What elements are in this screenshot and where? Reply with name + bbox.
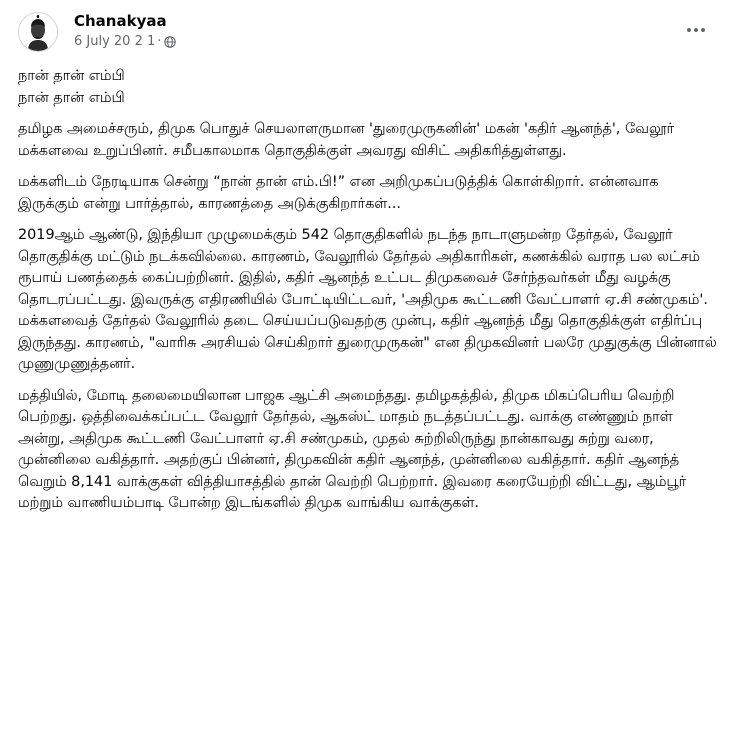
post-date[interactable]: 6 July 20 2 1 xyxy=(74,34,156,49)
globe-icon[interactable] xyxy=(164,36,176,48)
post-paragraph-3: மக்களிடம் நேரடியாக சென்று “நான் தான் எம்.பி!” என அறிமுகப்படுத்திக் கொள்கிறார். என்னவாக இருக்கும் என்று பார்த்தால், காரணத்தை அடுக்குகிறார்கள்... xyxy=(18,174,659,212)
post-headline-line-1: நான் தான் எம்பி xyxy=(18,68,125,84)
post-headline-line-2: நான் தான் எம்பி xyxy=(18,89,125,106)
post-paragraph-4: 2019ஆம் ஆண்டு, இந்தியா முழுமைக்கும் 542 தொகுதிகளில் நடந்த நாடாளுமன்ற தேர்தல், வேலூர் தொகுதிக்கு மட்டும் நடக்கவில்லை. காரணம், வேலூரில் தேர்தல் அதிகாரிகள், கணக்கில் வராத பல லட்சம் ரூபாய் பணத்தைக் கைப்பற்றினர். இதில், கதிர் ஆனந்த் உட்பட திமுகவைச் சேர்ந்தவர்கள் மீது வழக்கு தொடரப்பட்டது. இவருக்கு எதிரணியில் போட்டியிட்டவர், 'அதிமுக கூட்டணி வேட்பாளர் ஏ.சி சண்முகம்'. மக்களவைத் தேர்தல் வேலூரில் தடை செய்யப்படுவதற்கு முன்பு, கதிர் ஆனந்த் மீது தொகுதிக்குள் எதிர்ப்பு இருந்தது. காரணம், "வாரிசு அரசியல் செய்கிறார் துரைமுருகன்" என திமுகவினர் பலரே முதுகுக்கு பின்னால் முணுமுணுத்தனர். xyxy=(18,227,717,372)
separator-dot: · xyxy=(157,34,162,49)
chanakya-portrait-icon xyxy=(19,13,57,51)
post-paragraph-2: தமிழக அமைச்சரும், திமுக பொதுச் செயலாளருமான 'துரைமுருகனின்' மகன் 'கதிர் ஆனந்த்', வேலூர் மக்களவை உறுப்பினர். சமீபகாலமாக தொகுதிக்குள் அவரது விசிட் அதிகரித்துள்ளது. xyxy=(18,121,675,159)
post-meta xyxy=(74,33,176,51)
post-paragraph-1 xyxy=(18,66,718,109)
post-body xyxy=(18,66,718,525)
post-paragraph-5: மத்தியில், மோடி தலைமையிலான பாஜக ஆட்சி அமைந்தது. தமிழகத்தில், திமுக மிகப்பெரிய வெற்றி பெற்றது. ஒத்திவைக்கப்பட்ட வேலூர் தேர்தல், ஆகஸ்ட் மாதம் நடத்தப்பட்டது. வாக்கு எண்ணும் நாள் அன்று, அதிமுக கூட்டணி வேட்பாளர் ஏ.சி சண்முகம், முதல் சுற்றிலிருந்து நான்காவது சுற்று வரை, முன்னிலை வகித்தார். அதற்குப் பின்னர், திமுகவின் கதிர் ஆனந்த், முன்னிலை வகித்தார். கதிர் ஆனந்த் வெறும் 8,141 வாக்குகள் வித்தியாசத்தில் தான் வெற்றி பெற்றார். இவரை கரையேற்றி விட்டது, ஆம்பூர் மற்றும் வாணியம்பாடி போன்ற இடங்களில் திமுக வாங்கிய வாக்குகள். xyxy=(18,387,687,511)
author-avatar[interactable] xyxy=(18,12,58,52)
more-horizontal-icon xyxy=(686,27,706,33)
author-name[interactable]: Chanakyaa xyxy=(74,12,167,30)
more-options-button[interactable] xyxy=(682,16,710,44)
